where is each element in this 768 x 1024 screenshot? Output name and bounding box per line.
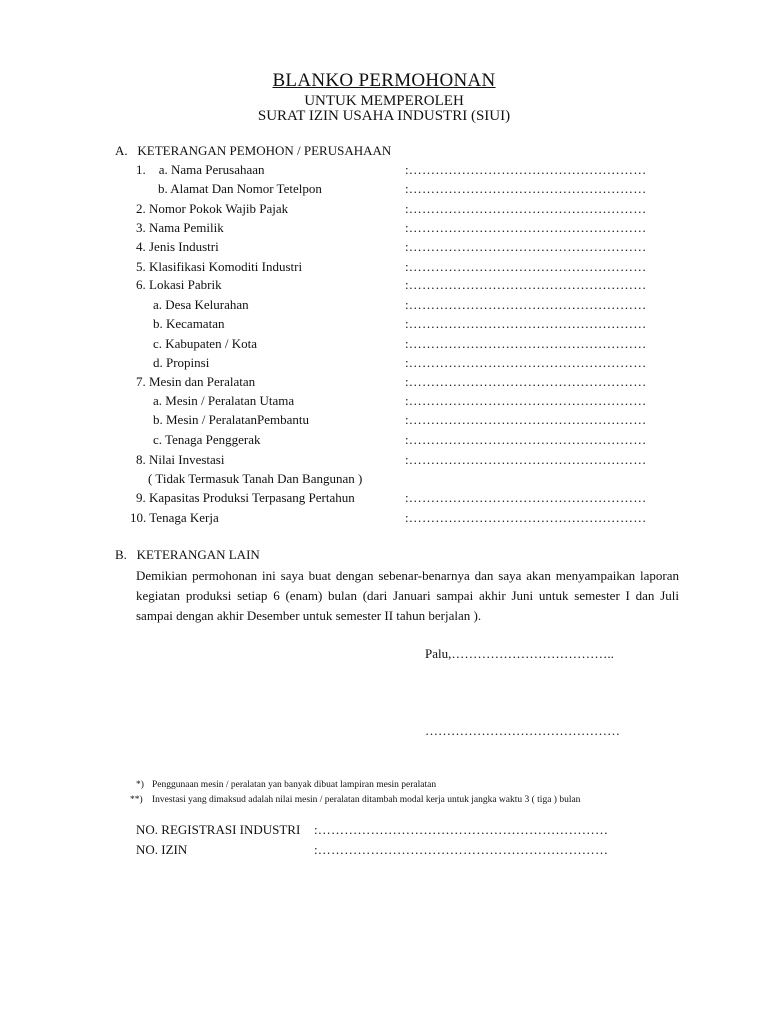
footnote-mark-2: **) — [130, 795, 143, 805]
row-field-kecamatan[interactable]: :……………………………………………… — [405, 316, 647, 331]
footnote-mark-1: *) — [136, 780, 144, 790]
no-izin-field[interactable]: :………………………………………………………… — [314, 842, 609, 857]
place-date-field[interactable]: Palu,……………………………….. — [425, 646, 614, 661]
row-label-klasifikasi: 5. Klasifikasi Komoditi Industri — [136, 259, 303, 274]
row-label-mesin-utama: a. Mesin / Peralatan Utama — [153, 393, 295, 408]
row-field-kapasitas-produksi[interactable]: :……………………………………………… — [405, 490, 647, 505]
reg-industri-label: NO. REGISTRASI INDUSTRI — [136, 822, 301, 837]
row-label-kecamatan: b. Kecamatan — [153, 316, 225, 331]
row-field-nama-perusahaan[interactable]: :……………………………………………… — [405, 162, 647, 177]
form-title: BLANKO PERMOHONAN — [272, 70, 496, 91]
footnote-text-2: Investasi yang dimaksud adalah nilai mesin / peralatan ditambah modal kerja untuk jangka waktu 3 ( tiga ) bulan — [152, 795, 581, 805]
no-izin-label: NO. IZIN — [136, 842, 188, 857]
row-field-mesin-pembantu[interactable]: :……………………………………………… — [405, 412, 647, 427]
row-label-jenis-industri: 4. Jenis Industri — [136, 239, 219, 254]
row-field-alamat[interactable]: :……………………………………………… — [405, 181, 647, 196]
row-label-mesin-peralatan: 7. Mesin dan Peralatan — [136, 374, 256, 389]
row-label-kabupaten-kota: c. Kabupaten / Kota — [153, 336, 257, 351]
row-label-tenaga-kerja: 10. Tenaga Kerja — [130, 510, 219, 525]
row-field-mesin-peralatan[interactable]: :……………………………………………… — [405, 374, 647, 389]
form-subtitle: UNTUK MEMPEROLEH — [304, 93, 464, 109]
row-field-mesin-utama[interactable]: :……………………………………………… — [405, 393, 647, 408]
row-field-jenis-industri[interactable]: :……………………………………………… — [405, 239, 647, 254]
row-field-nilai-investasi[interactable]: :……………………………………………… — [405, 452, 647, 467]
row-field-npwp[interactable]: :……………………………………………… — [405, 201, 647, 216]
section-b-heading: B. KETERANGAN LAIN — [115, 547, 260, 562]
row-field-desa-kelurahan[interactable]: :……………………………………………… — [405, 297, 647, 312]
row-label-lokasi-pabrik: 6. Lokasi Pabrik — [136, 277, 222, 292]
row-label-npwp: 2. Nomor Pokok Wajib Pajak — [136, 201, 289, 216]
row-field-lokasi-pabrik[interactable]: :……………………………………………… — [405, 277, 647, 292]
signature-line[interactable]: ……………………………………… — [425, 723, 620, 738]
row-label-mesin-pembantu: b. Mesin / PeralatanPembantu — [153, 412, 309, 427]
row-field-tenaga-kerja[interactable]: :……………………………………………… — [405, 510, 647, 525]
row-label-desa-kelurahan: a. Desa Kelurahan — [153, 297, 249, 312]
section-a-heading: A. KETERANGAN PEMOHON / PERUSAHAAN — [115, 143, 392, 158]
row-label-nama-pemilik: 3. Nama Pemilik — [136, 220, 224, 235]
row-label-nama-perusahaan: 1. a. Nama Perusahaan — [136, 162, 265, 177]
footnote-text-1: Penggunaan mesin / peralatan yan banyak dibuat lampiran mesin peralatan — [152, 780, 437, 790]
row-field-klasifikasi[interactable]: :……………………………………………… — [405, 259, 647, 274]
row-label-tenaga-penggerak: c. Tenaga Penggerak — [153, 432, 261, 447]
row-label-propinsi: d. Propinsi — [153, 355, 210, 370]
form-subtitle-siui: SURAT IZIN USAHA INDUSTRI (SIUI) — [257, 108, 511, 124]
row-field-kabupaten-kota[interactable]: :……………………………………………… — [405, 336, 647, 351]
reg-industri-field[interactable]: :………………………………………………………… — [314, 822, 609, 837]
statement-paragraph: Demikian permohonan ini saya buat dengan sebenar-benarnya dan saya akan menyampaikan laporan kegiatan produksi setiap 6 (enam) bulan (dari Januari sampai akhir Juni untuk semester I dan Juli sampai dengan akhir Desember untuk semester II tahun berjalan ). — [136, 568, 679, 623]
row-note-tanah-bangunan: ( Tidak Termasuk Tanah Dan Bangunan ) — [148, 471, 363, 486]
row-label-kapasitas-produksi: 9. Kapasitas Produksi Terpasang Pertahun — [136, 490, 355, 505]
row-field-tenaga-penggerak[interactable]: :……………………………………………… — [405, 432, 647, 447]
row-label-nilai-investasi: 8. Nilai Investasi — [136, 452, 225, 467]
row-field-nama-pemilik[interactable]: :……………………………………………… — [405, 220, 647, 235]
row-label-alamat: b. Alamat Dan Nomor Tetelpon — [158, 181, 322, 196]
row-field-propinsi[interactable]: :……………………………………………… — [405, 355, 647, 370]
